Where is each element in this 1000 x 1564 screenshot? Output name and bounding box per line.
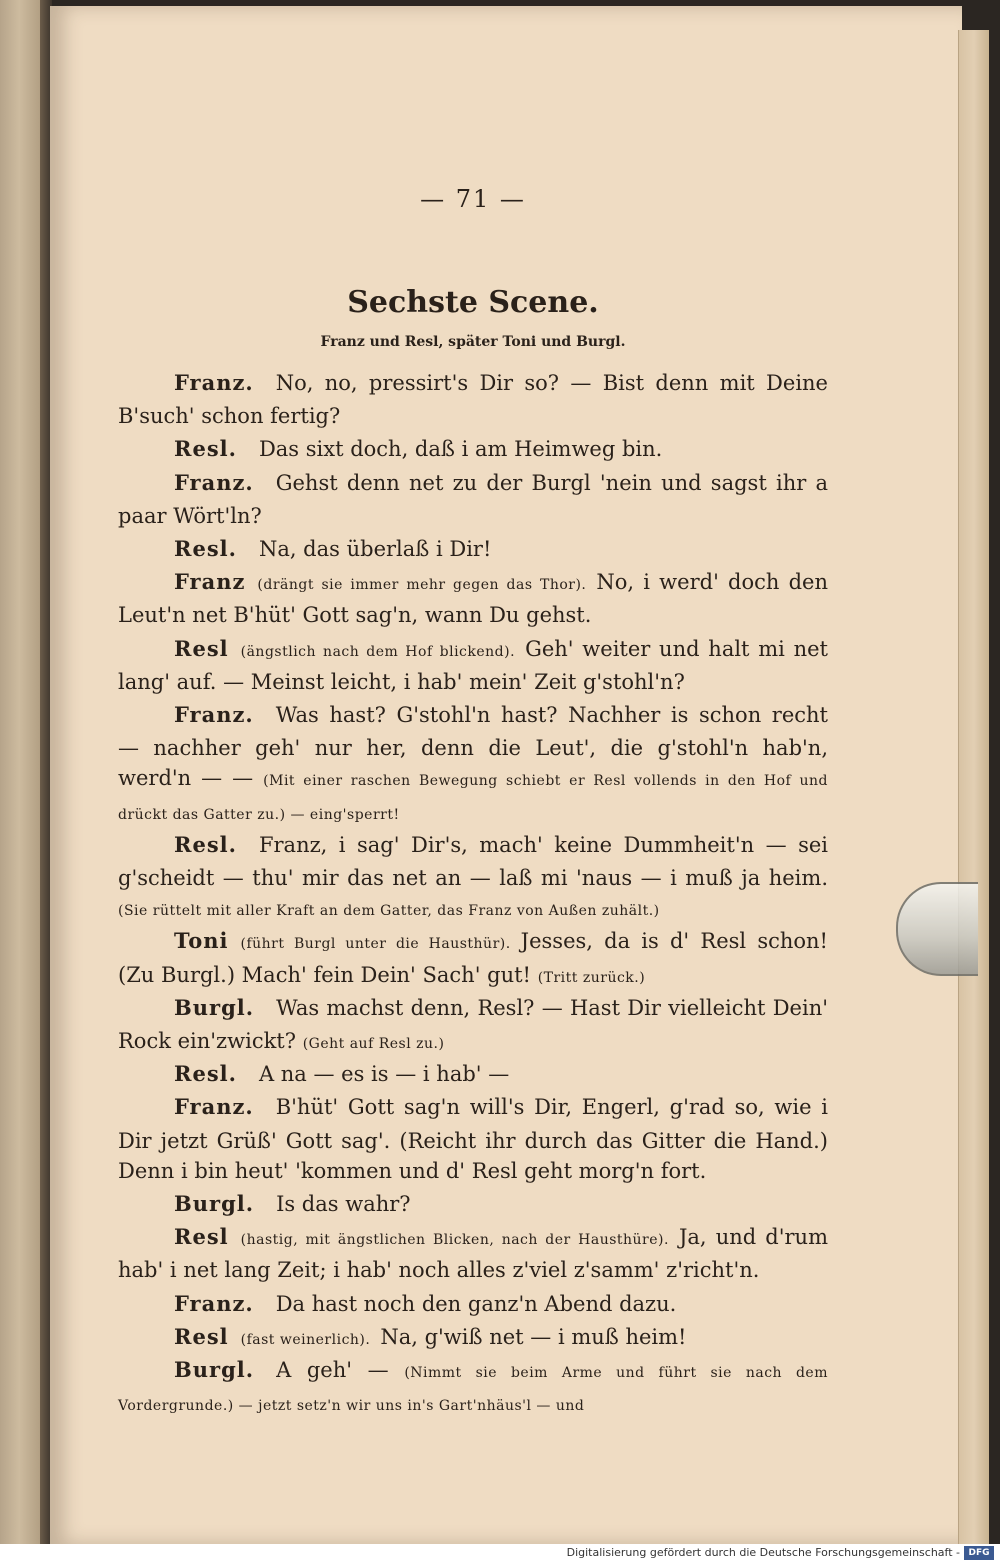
speech-text: No, no, pressirt's Dir so? — Bist denn mit Deine B'such' schon fertig? xyxy=(118,371,828,429)
dialogue-line xyxy=(118,1355,828,1421)
page-number: — 71 — xyxy=(420,185,526,213)
dialogue-line xyxy=(118,1059,828,1092)
dialogue-line xyxy=(118,926,828,992)
speech-text: Was machst denn, Resl? — Hast Dir vielleicht Dein' Rock ein'zwickt? xyxy=(118,995,828,1054)
stage-direction: (führt Burgl unter die Hausthür). xyxy=(240,936,511,953)
speech-text: B'hüt' Gott sag'n will's Dir, Engerl, g'rad so, wie i Dir jetzt Grüß' Gott sag'. (Reicht ihr durch das Gitter die Hand.) Denn i bin heut' 'kommen und d' Resl geht morg'n fort. xyxy=(118,1095,828,1183)
dialogue-line xyxy=(118,1322,828,1355)
speaker-name: Franz. xyxy=(174,702,254,728)
speech-text: A geh' — xyxy=(276,1358,389,1383)
speaker-name: Franz xyxy=(174,569,246,595)
page-content xyxy=(118,185,828,1422)
speaker-name: Resl. xyxy=(174,536,237,562)
scene-cast: Franz und Resl, später Toni und Burgl. xyxy=(320,334,626,350)
speech-text: Franz, i sag' Dir's, mach' keine Dummheit'n — sei g'scheidt — thu' mir das net an — laß mi 'naus — i muß ja heim. xyxy=(118,832,828,891)
dialogue-line xyxy=(118,993,828,1059)
dialogue-line xyxy=(118,368,828,434)
speech-text: A na — es is — i hab' — xyxy=(258,1062,510,1087)
stage-direction: (hastig, mit ängstlichen Blicken, nach der Hausthüre). xyxy=(240,1232,669,1249)
speaker-name: Franz. xyxy=(174,370,254,395)
speech-text: Jesses, da is d' Resl schon! (Zu Burgl.) Mach' fein Dein' Sach' gut! xyxy=(118,929,828,987)
speaker-name: Franz. xyxy=(174,1094,254,1120)
speech-text: Was hast? G'stohl'n hast? Nachher is schon recht — nachher geh' nur her, denn die Leut', die g'stohl'n hab'n, werd'n — — xyxy=(118,703,828,791)
dialogue-line xyxy=(118,700,828,830)
speech-text: Na, das überlaß i Dir! xyxy=(258,537,492,562)
speaker-name: Burgl. xyxy=(174,1357,255,1383)
dialogue-line xyxy=(118,1092,828,1189)
speaker-name: Resl. xyxy=(174,436,237,462)
speech-text: No, i werd' doch den Leut'n net B'hüt' Gott sag'n, wann Du gehst. xyxy=(118,570,828,628)
dialogue-line xyxy=(118,534,828,567)
speaker-name: Toni xyxy=(174,928,229,954)
scene-title: Sechste Scene. xyxy=(347,285,599,320)
stage-direction-after: (Geht auf Resl zu.) xyxy=(302,1036,445,1053)
speaker-name: Burgl. xyxy=(174,994,255,1020)
stage-direction: (ängstlich nach dem Hof blickend). xyxy=(240,643,516,660)
dialogue xyxy=(118,368,828,1422)
dfg-logo: DFG xyxy=(964,1546,994,1560)
speech-text: Das sixt doch, daß i am Heimweg bin. xyxy=(258,437,663,462)
dialogue-line xyxy=(118,567,828,633)
stage-direction-after: (Sie rüttelt mit aller Kraft an dem Gatter, das Franz von Außen zuhält.) xyxy=(118,903,660,920)
stage-direction-after: (Mit einer raschen Bewegung schiebt er Resl vollends in den Hof und drückt das Gatter zu.) — eing'sperrt! xyxy=(118,773,828,823)
dialogue-line xyxy=(118,434,828,467)
stage-direction-after: (Nimmt sie beim Arme und führt sie nach dem Vordergrunde.) — jetzt setz'n wir uns in's Gart'nhäus'l — und xyxy=(118,1365,828,1415)
dialogue-line xyxy=(118,1222,828,1288)
dialogue-line xyxy=(118,1289,828,1322)
speech-text: Na, g'wiß net — i muß heim! xyxy=(380,1324,687,1349)
page-edges xyxy=(958,30,989,1544)
speaker-name: Franz. xyxy=(174,1290,254,1316)
stage-direction: (fast weinerlich). xyxy=(240,1331,371,1348)
clip-bookmark xyxy=(896,882,978,976)
speech-text: Geh' weiter und halt mi net lang' auf. — Meinst leicht, i hab' mein' Zeit g'stohl'n? xyxy=(118,636,828,694)
speaker-name: Resl. xyxy=(174,1061,237,1087)
speech-text: Gehst denn net zu der Burgl 'nein und sagst ihr a paar Wört'ln? xyxy=(118,470,828,528)
speaker-name: Franz. xyxy=(174,469,254,495)
speaker-name: Resl xyxy=(174,635,229,661)
speech-text: Da hast noch den ganz'n Abend dazu. xyxy=(275,1291,677,1316)
speech-text: Is das wahr? xyxy=(276,1192,411,1217)
dialogue-line xyxy=(118,830,828,927)
footer-credit: Digitalisierung gefördert durch die Deutsche Forschungsgemeinschaft - xyxy=(566,1546,960,1559)
speech-text: Ja, und d'rum hab' i net lang Zeit; i hab' noch alles z'viel z'samm' z'richt'n. xyxy=(118,1225,828,1283)
speaker-name: Burgl. xyxy=(174,1191,255,1217)
speaker-name: Resl xyxy=(174,1323,229,1349)
dialogue-line xyxy=(118,634,828,700)
stage-direction: (drängt sie immer mehr gegen das Thor). xyxy=(257,577,587,594)
dialogue-line xyxy=(118,468,828,534)
speaker-name: Resl. xyxy=(174,831,237,857)
speaker-name: Resl xyxy=(174,1224,229,1250)
stage-direction-after: (Tritt zurück.) xyxy=(537,969,646,986)
dialogue-line xyxy=(118,1189,828,1222)
